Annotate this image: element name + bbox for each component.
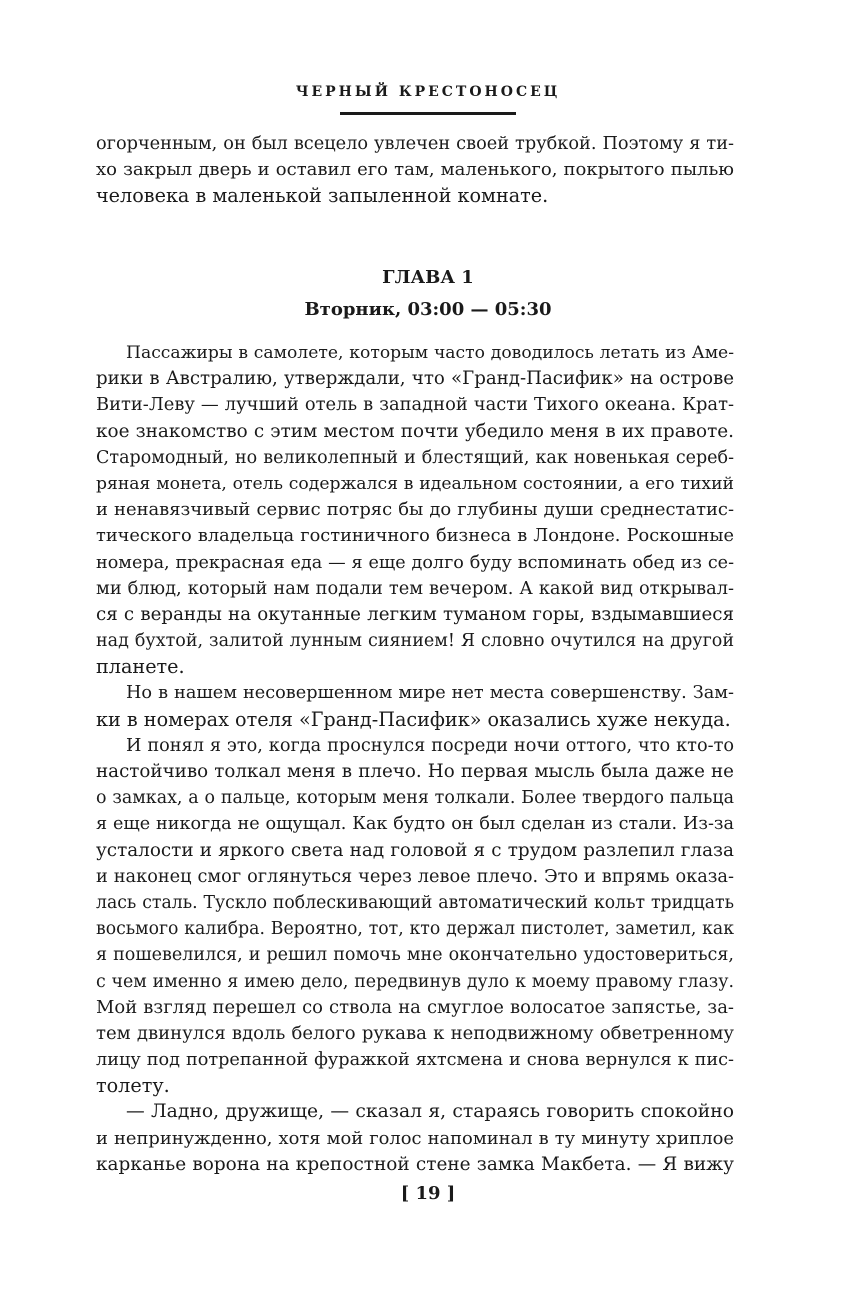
text-line: я пошевелился, и решил помочь мне окончательно удостовериться, [96, 945, 734, 966]
text-line: тического владельца гостиничного бизнеса в Лондоне. Роскошные [96, 526, 734, 547]
intro-paragraph [96, 131, 734, 210]
text-line: Пассажиры в самолете, которым часто доводилось летать из Аме- [126, 343, 734, 363]
text-line: тем двинулся вдоль белого рукава к неподвижному обветренному [96, 1022, 734, 1044]
text-line: Мой взгляд перешел со ствола на смуглое волосатое запястье, за- [96, 996, 734, 1018]
text-line: настойчиво толкал меня в плечо. Но первая мысль была даже не [96, 761, 734, 782]
text-line: я еще никогда не ощущал. Как будто он был сделан из стали. Из-за [96, 814, 734, 835]
chapter-body [96, 340, 734, 1178]
running-head: ЧЕРНЫЙ КРЕСТОНОСЕЦ [295, 84, 561, 100]
text-line: над бухтой, залитой лунным сиянием! Я словно очутился на другой [96, 631, 734, 652]
text-line: хо закрыл дверь и оставил его там, маленького, покрытого пылью [96, 159, 734, 181]
text-line: рики в Австралию, утверждали, что «Гранд-Пасифик» на острове [96, 368, 734, 390]
text-line: Старомодный, но великолепный и блестящий, как новенькая сереб- [96, 447, 734, 468]
text-line: Но в нашем несовершенном мире нет места совершенству. Зам- [126, 683, 734, 704]
text-line: восьмого калибра. Вероятно, тот, кто держал пистолет, заметил, как [96, 919, 734, 940]
text-line: лицу под потрепанной фуражкой яхтсмена и снова вернулся к пис- [96, 1050, 734, 1071]
text-line: человека в маленькой запыленной комнате. [96, 184, 549, 208]
text-line: и наконец смог оглянуться через левое плечо. Это и впрямь оказа- [96, 866, 734, 887]
text-line: ми блюд, который нам подали тем вечером. А какой вид открывал- [96, 577, 734, 599]
text-line: планете. [96, 655, 185, 679]
text-line: ряная монета, отель содержался в идеальном состоянии, а его тихий [96, 473, 734, 494]
text-line: и непринужденно, хотя мой голос напоминал в ту минуту хриплое [96, 1127, 734, 1149]
text-line: и ненавязчивый сервис потряс бы до глубины души среднестатис- [96, 499, 734, 521]
text-line: номера, прекрасная еда — я еще долго буду вспоминать обед из се- [96, 552, 734, 573]
text-line: ки в номерах отеля «Гранд-Пасифик» оказались хуже некуда. [96, 707, 731, 731]
text-line: карканье ворона на крепостной стене замка Макбета. — Я вижу [96, 1153, 734, 1175]
text-line: усталости и яркого света над головой я с трудом разлепил глаза [96, 839, 734, 861]
text-line: лась сталь. Тускло поблескивающий автоматический кольт тридцать [96, 892, 734, 913]
text-line: огорченным, он был всецело увлечен своей трубкой. Поэтому я ти- [96, 134, 734, 154]
text-line: — Ладно, дружище, — сказал я, стараясь говорить спокойно [126, 1101, 734, 1123]
text-line: с чем именно я имею дело, передвинув дуло к моему правому глазу. [96, 971, 734, 992]
chapter-subtitle: Вторник, 03:00 — 05:30 [304, 299, 552, 320]
text-line: толету. [96, 1074, 170, 1098]
chapter-title: ГЛАВА 1 [382, 267, 474, 288]
text-line: Вити-Леву — лучший отель в западной части Тихого океана. Крат- [96, 394, 734, 416]
text-line: кое знакомство с этим местом почти убедило меня в их правоте. [96, 420, 734, 442]
page-number: [ 19 ] [400, 1183, 456, 1204]
running-head-rule [340, 112, 516, 115]
text-line: ся с веранды на окутанные легким туманом горы, вздымавшиеся [96, 603, 734, 625]
text-line: И понял я это, когда проснулся посреди ночи оттого, что кто-то [126, 735, 734, 756]
text-line: о замках, а о пальце, которым меня толкали. Более твердого пальца [96, 788, 734, 809]
